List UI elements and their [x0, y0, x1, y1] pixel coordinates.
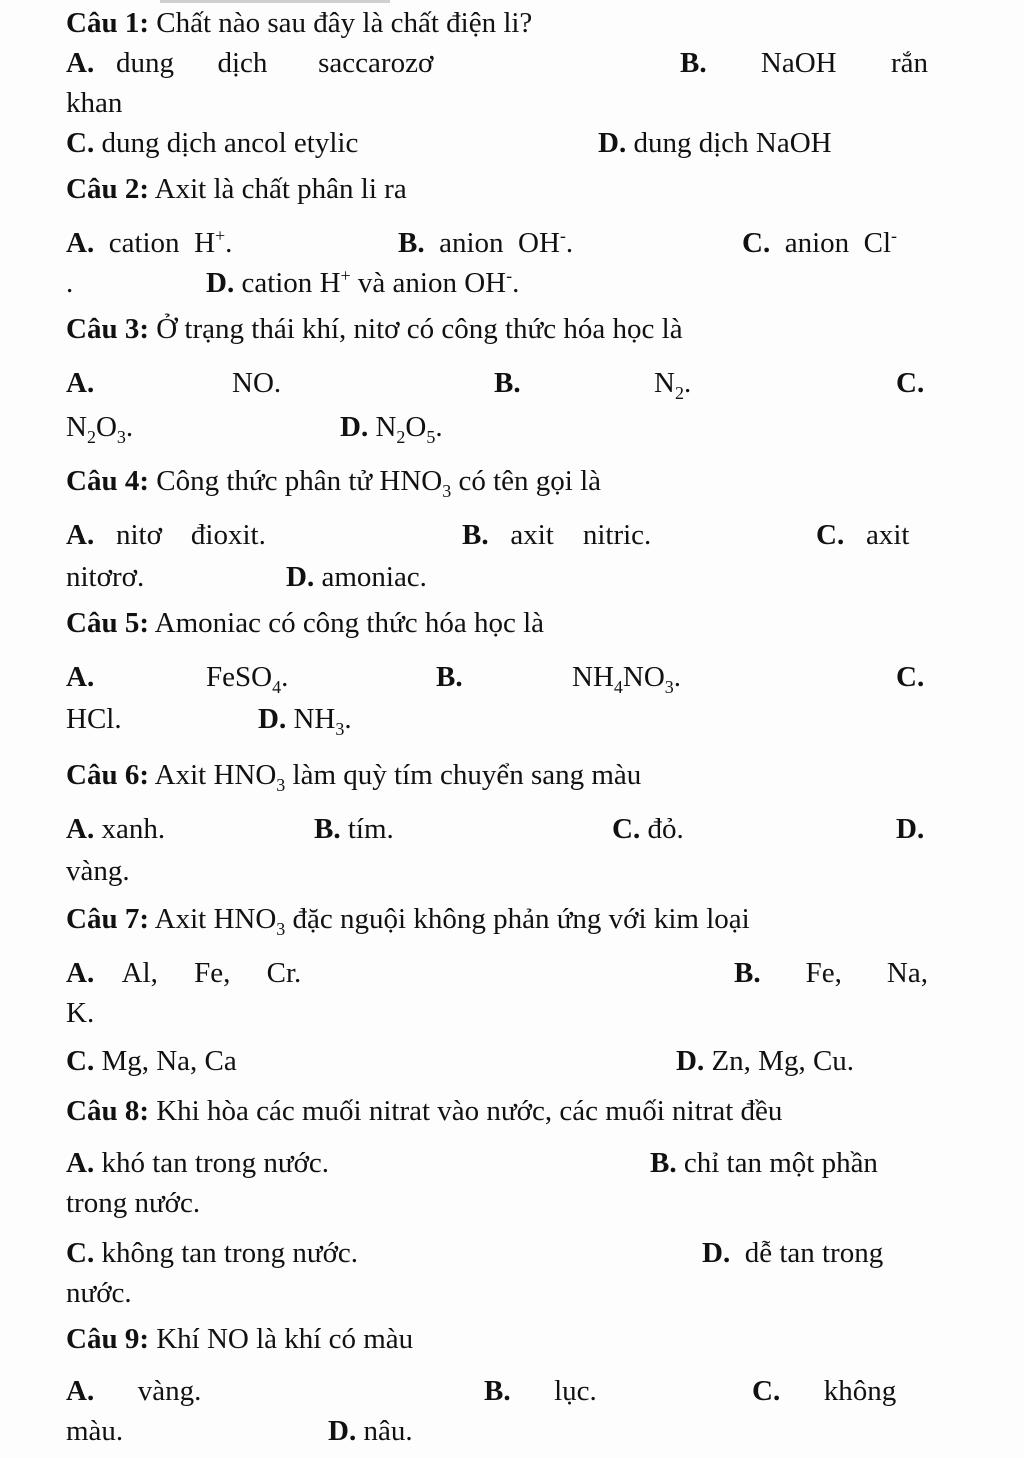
q1-option-c: [66, 126, 358, 160]
option-letter: A.: [66, 1147, 95, 1179]
chemical-formula: NO: [622, 661, 665, 693]
q5-option-a-label: [66, 660, 94, 694]
option-text: Al,: [121, 957, 158, 989]
formula-subscript: 2: [396, 426, 406, 447]
q7-option-b-continuation: K.: [66, 997, 95, 1029]
option-letter: B.: [398, 227, 425, 259]
q2-option-d: [206, 266, 519, 300]
question-label: Câu 8:: [66, 1095, 149, 1127]
question-label: Câu 6:: [66, 759, 149, 791]
option-letter: D.: [702, 1237, 731, 1269]
formula-subscript: 3: [116, 426, 126, 447]
option-text: .: [225, 227, 233, 259]
question-7-stem: [66, 902, 750, 939]
option-text: không tan trong nước.: [101, 1237, 359, 1269]
formula-subscript: 4: [613, 676, 623, 697]
formula-superscript: -: [559, 225, 566, 246]
chemical-formula: N: [654, 367, 675, 399]
question-label: Câu 3:: [66, 313, 149, 345]
q8-option-b-continuation: trong nước.: [66, 1187, 201, 1219]
option-letter: C.: [742, 227, 771, 259]
option-text: Fe,: [194, 957, 231, 989]
q5-option-c-label: [896, 660, 924, 694]
option-letter: B.: [314, 813, 341, 845]
option-text: đioxit.: [190, 519, 266, 551]
option-text: vàng.: [137, 1375, 202, 1407]
option-text: .: [565, 227, 574, 259]
q5-option-a: [206, 660, 289, 697]
question-stem-text: Khi hòa các muối nitrat vào nước, các muối nitrat đều: [156, 1095, 783, 1127]
option-text: Na,: [886, 957, 928, 989]
q8-option-a: [66, 1146, 329, 1180]
question-stem-text: Chất nào sau đây là chất điện li?: [156, 7, 533, 39]
chemical-formula: NH: [572, 661, 614, 693]
q9-option-c-continuation: màu.: [66, 1415, 124, 1447]
q6-option-c: [612, 812, 684, 846]
q8-option-d: [702, 1236, 883, 1270]
option-letter: A.: [66, 813, 95, 845]
q4-option-c-continuation: nitơrơ.: [66, 561, 145, 593]
chemical-formula: HNO: [213, 759, 277, 791]
formula-subscript: 3: [442, 480, 452, 501]
q3-option-d: [340, 410, 443, 447]
option-text: Mg, Na, Ca: [101, 1045, 237, 1077]
q3-option-b: [654, 366, 692, 403]
option-letter: C.: [896, 367, 925, 399]
option-text: tím.: [347, 813, 394, 845]
option-letter: C.: [66, 1237, 95, 1269]
q5-option-d: [258, 702, 352, 739]
q4-option-d: [286, 560, 427, 594]
formula-subscript: 3: [276, 918, 286, 939]
option-letter: C.: [612, 813, 641, 845]
question-4-stem: [66, 464, 602, 501]
q8-option-b: [650, 1146, 878, 1180]
option-text: Cr.: [266, 957, 302, 989]
chemical-formula: N: [375, 411, 397, 443]
option-text: axit: [510, 519, 554, 551]
question-stem-text: Amoniac có công thức hóa học là: [154, 607, 545, 639]
q2-option-a: [66, 226, 232, 260]
option-letter: D.: [206, 267, 235, 299]
option-letter: D.: [258, 703, 287, 735]
option-letter: B.: [494, 367, 521, 399]
formula-subscript: 3: [335, 718, 345, 739]
option-text: .: [344, 703, 352, 735]
chemical-formula: HNO: [213, 903, 277, 935]
option-text: khó tan trong nước.: [101, 1147, 330, 1179]
option-text: .: [435, 411, 443, 443]
q6-option-d-label: [896, 812, 924, 846]
option-letter: D.: [676, 1045, 705, 1077]
formula-subscript: 2: [86, 426, 96, 447]
option-text: đỏ.: [647, 813, 684, 845]
option-text: cation: [241, 267, 313, 299]
option-text: anion: [784, 227, 850, 259]
option-text: nitric.: [582, 519, 652, 551]
q3-option-b-label: [494, 366, 521, 400]
top-edge-mark: [160, 0, 390, 3]
q9-option-c: [752, 1374, 896, 1408]
option-text: .: [281, 661, 289, 693]
option-letter: C.: [816, 519, 845, 551]
q3-option-a-label: [66, 366, 94, 400]
option-text: .: [125, 411, 134, 443]
chemical-formula: Cl: [863, 227, 892, 259]
question-stem-text: đặc nguội không phản ứng với kim loại: [292, 903, 750, 935]
q5-option-b-label: [436, 660, 463, 694]
q2-option-c-continuation: .: [66, 267, 74, 299]
q7-option-c: [66, 1044, 237, 1078]
option-letter: A.: [66, 47, 95, 79]
option-letter: A.: [66, 1375, 95, 1407]
q4-option-c: [816, 518, 909, 552]
question-stem-text: làm quỳ tím chuyển sang màu: [292, 759, 642, 791]
formula-subscript: +: [340, 265, 351, 286]
q8-option-c: [66, 1236, 358, 1270]
q1-option-b-continuation: khan: [66, 87, 123, 119]
option-letter: B.: [462, 519, 489, 551]
option-text: dịch: [217, 47, 268, 79]
question-stem-text: Ở trạng thái khí, nitơ có công thức hóa học là: [156, 313, 683, 345]
option-letter: B.: [436, 661, 463, 693]
option-text: saccarozơ: [318, 47, 434, 79]
question-5-stem: [66, 606, 544, 640]
option-letter: C.: [896, 661, 925, 693]
q9-option-b: [484, 1374, 597, 1408]
q2-option-b: [398, 226, 573, 260]
option-text: dung: [115, 47, 174, 79]
option-text: NaOH: [760, 47, 837, 79]
question-stem-text: Axit: [154, 759, 207, 791]
question-label: Câu 1:: [66, 7, 149, 39]
question-8-stem: [66, 1094, 782, 1128]
option-text: .: [512, 267, 520, 299]
option-text: dễ tan trong: [744, 1237, 884, 1269]
question-9-stem: [66, 1322, 413, 1356]
question-stem-text: có tên gọi là: [458, 465, 602, 497]
option-letter: A.: [66, 519, 95, 551]
option-letter: D.: [340, 411, 369, 443]
option-letter: D.: [896, 813, 925, 845]
option-text: dung dịch ancol etylic: [101, 127, 359, 159]
chemical-formula: O: [405, 411, 427, 443]
formula-subscript: 4: [272, 676, 282, 697]
chemical-formula: OH: [518, 227, 560, 259]
chemical-formula: HNO: [379, 465, 443, 497]
question-2-stem: [66, 172, 407, 206]
q3-option-c-label: [896, 366, 924, 400]
q7-option-b: [734, 956, 928, 990]
question-6-stem: [66, 758, 642, 795]
formula-subscript: -: [506, 265, 513, 286]
question-label: Câu 5:: [66, 607, 149, 639]
question-stem-text: Công thức phân tử: [156, 465, 373, 497]
question-label: Câu 4:: [66, 465, 149, 497]
chemical-formula: NH: [293, 703, 336, 735]
formula-subscript: 2: [674, 382, 684, 403]
option-letter: B.: [484, 1375, 511, 1407]
formula-subscript: 3: [276, 774, 286, 795]
option-letter: B.: [734, 957, 761, 989]
option-letter: A.: [66, 227, 95, 259]
chemical-formula: OH: [464, 267, 507, 299]
question-3-stem: [66, 312, 683, 346]
option-text: .: [683, 367, 692, 399]
option-text: Zn, Mg, Cu.: [711, 1045, 855, 1077]
question-label: Câu 7:: [66, 903, 149, 935]
q9-option-d: [328, 1414, 413, 1448]
q9-option-a: [66, 1374, 201, 1408]
option-text: và anion: [357, 267, 457, 299]
option-text: .: [673, 661, 682, 693]
option-text: chỉ tan một phần: [683, 1147, 878, 1179]
option-text: lục.: [554, 1375, 597, 1407]
q4-option-a: [66, 518, 266, 552]
option-letter: C.: [66, 127, 95, 159]
q3-option-c: [66, 410, 134, 447]
q2-option-c: [742, 226, 897, 260]
option-text: dung dịch NaOH: [633, 127, 832, 159]
option-text: cation: [108, 227, 180, 259]
option-letter: C.: [752, 1375, 781, 1407]
q5-option-b: [572, 660, 682, 697]
question-stem-text: Axit là chất phân li ra: [154, 173, 407, 205]
question-1-stem: [66, 6, 532, 40]
q1-option-d: [598, 126, 832, 160]
option-text: anion: [439, 227, 504, 259]
question-label: Câu 9:: [66, 1323, 149, 1355]
option-text: xanh.: [101, 813, 166, 845]
formula-subscript: 5: [426, 426, 436, 447]
option-text: nâu.: [363, 1415, 413, 1447]
chemical-formula: N: [66, 411, 87, 443]
q4-option-b: [462, 518, 651, 552]
q1-option-b: [680, 46, 928, 80]
option-letter: D.: [598, 127, 627, 159]
question-label: Câu 2:: [66, 173, 149, 205]
q7-option-d: [676, 1044, 854, 1078]
chemical-formula: H: [194, 227, 216, 259]
option-text: Fe,: [805, 957, 842, 989]
option-text: axit: [865, 519, 910, 551]
option-letter: A.: [66, 661, 95, 693]
option-letter: B.: [680, 47, 707, 79]
option-text: nitơ: [115, 519, 162, 551]
q5-option-c: HCl.: [66, 703, 122, 735]
formula-superscript: -: [891, 225, 898, 246]
option-text: amoniac.: [321, 561, 427, 593]
option-letter: A.: [66, 957, 95, 989]
q3-option-a: NO.: [232, 367, 282, 399]
chemical-formula: H: [319, 267, 341, 299]
chemical-formula: FeSO: [206, 661, 273, 693]
option-text: rắn: [890, 47, 928, 79]
q6-option-d: vàng.: [66, 855, 130, 887]
option-letter: A.: [66, 367, 95, 399]
option-letter: B.: [650, 1147, 677, 1179]
option-text: không: [823, 1375, 897, 1407]
formula-superscript: +: [215, 225, 226, 246]
chemical-formula: O: [95, 411, 117, 443]
option-letter: C.: [66, 1045, 95, 1077]
formula-subscript: 3: [664, 676, 674, 697]
q8-option-d-continuation: nước.: [66, 1277, 132, 1309]
q6-option-b: [314, 812, 394, 846]
q1-option-a: [66, 46, 433, 80]
q6-option-a: [66, 812, 165, 846]
option-letter: D.: [328, 1415, 357, 1447]
question-stem-text: Axit: [154, 903, 207, 935]
q7-option-a: [66, 956, 301, 990]
option-letter: D.: [286, 561, 315, 593]
question-stem-text: Khí NO là khí có màu: [156, 1323, 414, 1355]
